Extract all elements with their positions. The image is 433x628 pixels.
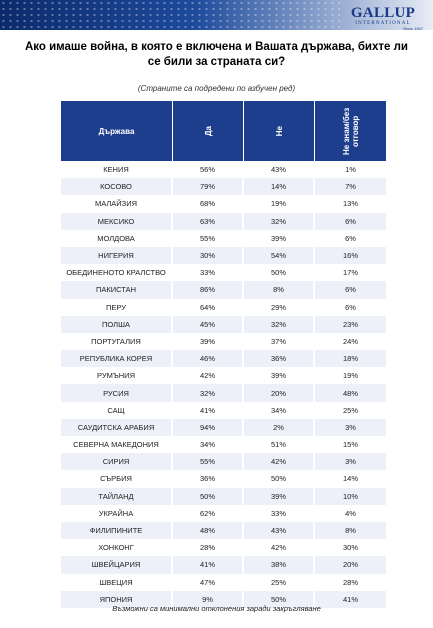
dont-know-cell: 30% — [342, 543, 358, 553]
dont-know-cell: 20% — [342, 560, 358, 570]
yes-cell: 39% — [173, 333, 244, 350]
no-cell: 25% — [244, 574, 315, 591]
header-dont-know — [315, 101, 386, 161]
yes-cell: 48% — [173, 522, 244, 539]
yes-cell: 28% — [173, 539, 244, 556]
no-cell: 8% — [244, 281, 315, 298]
no-cell: 32% — [244, 316, 315, 333]
table-row — [61, 384, 386, 401]
no-cell: 29% — [244, 299, 315, 316]
country-cell: УКРАЙНА — [61, 505, 173, 522]
no-cell: 50% — [244, 470, 315, 487]
table-row — [61, 161, 386, 178]
no-cell: 54% — [244, 247, 315, 264]
no-cell: 36% — [244, 350, 315, 367]
no-cell: 39% — [244, 230, 315, 247]
country-cell: РЕПУБЛИКА КОРЕЯ — [61, 350, 173, 367]
dont-know-cell: 23% — [342, 319, 358, 329]
dont-know-cell: 16% — [342, 251, 358, 261]
table-row — [61, 539, 386, 556]
country-cell: ПЕРУ — [61, 299, 173, 316]
dont-know-cell: 10% — [342, 491, 358, 501]
dont-know-cell: 48% — [342, 388, 358, 398]
no-cell: 39% — [244, 367, 315, 384]
table-row — [61, 333, 386, 350]
country-cell: МЕКСИКО — [61, 213, 173, 230]
dont-know-cell: 19% — [342, 371, 358, 381]
no-cell: 50% — [244, 264, 315, 281]
header-no-label: Не — [274, 125, 284, 137]
dont-know-cell: 13% — [342, 199, 358, 209]
no-cell: 20% — [244, 384, 315, 401]
table-body — [61, 161, 386, 608]
table-row — [61, 195, 386, 212]
no-cell: 38% — [244, 556, 315, 573]
table-row — [61, 505, 386, 522]
dont-know-cell: 7% — [345, 182, 356, 192]
yes-cell: 41% — [173, 402, 244, 419]
yes-cell: 62% — [173, 505, 244, 522]
yes-cell: 64% — [173, 299, 244, 316]
no-cell: 50% — [244, 591, 315, 608]
no-cell: 34% — [244, 402, 315, 419]
table-row — [61, 350, 386, 367]
dont-know-cell: 3% — [345, 457, 356, 467]
sort-note: (Страните са подредени по азбучен ред) — [137, 84, 296, 93]
country-cell: САЩ — [61, 402, 173, 419]
yes-cell: 45% — [173, 316, 244, 333]
logo-since: Since 1947 — [402, 26, 423, 30]
yes-cell: 9% — [173, 591, 244, 608]
country-cell: КЕНИЯ — [61, 161, 173, 178]
no-cell: 43% — [244, 161, 315, 178]
table-row — [61, 367, 386, 384]
header-no — [244, 101, 315, 161]
dont-know-cell: 6% — [345, 285, 356, 295]
yes-cell: 32% — [173, 384, 244, 401]
no-cell: 19% — [244, 195, 315, 212]
country-cell: ПОЛША — [61, 316, 173, 333]
yes-cell: 50% — [173, 488, 244, 505]
rounding-footnote: Възможни са минимални отклонения заради закръгляване — [112, 604, 321, 613]
table-row — [61, 470, 386, 487]
table-row — [61, 419, 386, 436]
country-cell: РУМЪНИЯ — [61, 367, 173, 384]
table-row — [61, 453, 386, 470]
banner-pattern — [0, 0, 340, 30]
table-row — [61, 230, 386, 247]
gallup-logo — [343, 5, 423, 30]
no-cell: 33% — [244, 505, 315, 522]
country-cell: ХОНКОНГ — [61, 539, 173, 556]
dont-know-cell: 18% — [342, 354, 358, 364]
yes-cell: 94% — [173, 419, 244, 436]
table-row — [61, 488, 386, 505]
dont-know-cell: 3% — [345, 422, 356, 432]
header-banner — [0, 0, 433, 30]
no-cell: 2% — [244, 419, 315, 436]
yes-cell: 36% — [173, 470, 244, 487]
country-cell: СЪРБИЯ — [61, 470, 173, 487]
yes-cell: 30% — [173, 247, 244, 264]
table-row — [61, 556, 386, 573]
dont-know-cell: 6% — [345, 302, 356, 312]
yes-cell: 34% — [173, 436, 244, 453]
dont-know-cell: 28% — [342, 577, 358, 587]
header-dont-know-label: Не знам/без отговор — [341, 107, 360, 155]
no-cell: 42% — [244, 539, 315, 556]
yes-cell: 68% — [173, 195, 244, 212]
country-cell: ОБЕДИНЕНОТО КРАЛСТВО — [61, 264, 173, 281]
table-row — [61, 213, 386, 230]
yes-cell: 86% — [173, 281, 244, 298]
country-cell: ТАЙЛАНД — [61, 488, 173, 505]
no-cell: 32% — [244, 213, 315, 230]
country-cell: ШВЕЦИЯ — [61, 574, 173, 591]
table-row — [61, 299, 386, 316]
yes-cell: 63% — [173, 213, 244, 230]
no-cell: 51% — [244, 436, 315, 453]
table-row — [61, 522, 386, 539]
yes-cell: 42% — [173, 367, 244, 384]
yes-cell: 55% — [173, 230, 244, 247]
country-cell: ПАКИСТАН — [61, 281, 173, 298]
dont-know-cell: 8% — [345, 526, 356, 536]
dont-know-cell: 25% — [342, 405, 358, 415]
header-yes-label: Да — [203, 125, 213, 137]
header-country-label: Държава — [98, 126, 135, 136]
yes-cell: 55% — [173, 453, 244, 470]
dont-know-cell: 14% — [342, 474, 358, 484]
header-yes — [173, 101, 244, 161]
table-row — [61, 402, 386, 419]
dont-know-cell: 41% — [342, 594, 358, 604]
table-row — [61, 281, 386, 298]
logo-name: GALLUP — [350, 5, 416, 21]
country-cell: СИРИЯ — [61, 453, 173, 470]
dont-know-cell: 4% — [345, 508, 356, 518]
yes-cell: 79% — [173, 178, 244, 195]
table-row — [61, 264, 386, 281]
dont-know-cell: 6% — [345, 216, 356, 226]
dont-know-cell: 15% — [342, 440, 358, 450]
dont-know-cell: 24% — [342, 336, 358, 346]
yes-cell: 56% — [173, 161, 244, 178]
results-table — [61, 101, 386, 608]
country-cell: САУДИТСКА АРАБИЯ — [61, 419, 173, 436]
yes-cell: 46% — [173, 350, 244, 367]
table-row — [61, 178, 386, 195]
dont-know-cell: 1% — [345, 165, 356, 175]
country-cell: МАЛАЙЗИЯ — [61, 195, 173, 212]
country-cell: КОСОВО — [61, 178, 173, 195]
yes-cell: 41% — [173, 556, 244, 573]
no-cell: 37% — [244, 333, 315, 350]
country-cell: ЯПОНИЯ — [61, 591, 173, 608]
yes-cell: 47% — [173, 574, 244, 591]
table-row — [61, 436, 386, 453]
survey-question-title: Ако имаше война, в която е включена и Вашата държава, бихте ли се били за страната си? — [24, 41, 408, 68]
country-cell: НИГЕРИЯ — [61, 247, 173, 264]
country-cell: РУСИЯ — [61, 384, 173, 401]
header-country — [61, 101, 173, 161]
no-cell: 14% — [244, 178, 315, 195]
no-cell: 42% — [244, 453, 315, 470]
table-row — [61, 574, 386, 591]
table-row — [61, 316, 386, 333]
country-cell: ШВЕЙЦАРИЯ — [61, 556, 173, 573]
table-row — [61, 247, 386, 264]
country-cell: СЕВЕРНА МАКЕДОНИЯ — [61, 436, 173, 453]
dont-know-cell: 6% — [345, 233, 356, 243]
dont-know-cell: 17% — [342, 268, 358, 278]
no-cell: 43% — [244, 522, 315, 539]
yes-cell: 33% — [173, 264, 244, 281]
country-cell: МОЛДОВА — [61, 230, 173, 247]
country-cell: ПОРТУГАЛИЯ — [61, 333, 173, 350]
table-header — [61, 101, 386, 161]
no-cell: 39% — [244, 488, 315, 505]
logo-subtitle: INTERNATIONAL — [355, 21, 411, 26]
country-cell: ФИЛИПИНИТЕ — [61, 522, 173, 539]
